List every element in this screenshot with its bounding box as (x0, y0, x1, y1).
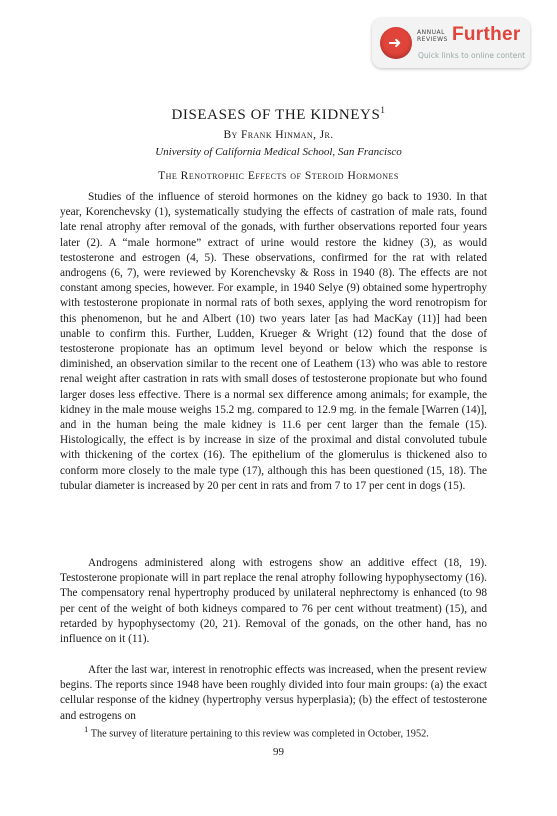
quick-links-label: Quick links to online content (418, 51, 526, 60)
body-paragraph-3: After the last war, interest in renotrophic effects was increased, when the present review begins. The reports since 1948 have been roughly divided into four main groups: (a) the exact cellular response of the kidney (hypertrophy versus hyperplasia); (b) the effect of testosterone and estrogens on (60, 664, 487, 722)
author-line: By Frank Hinman, Jr. (223, 129, 334, 141)
publisher-label: ANNUAL REVIEWS (417, 29, 448, 43)
section-heading: The Renotrophic Effects of Steroid Hormones (158, 170, 399, 182)
affiliation: University of California Medical School, San Francisco (155, 146, 402, 158)
further-links-badge[interactable] (372, 18, 530, 68)
footnote: $^1$ The survey of literature pertaining to this review was completed in October, 1952. (84, 724, 429, 740)
arrow-icon: ➜ (380, 27, 412, 59)
further-label: Further (452, 24, 521, 45)
body-paragraph-1: Studies of the influence of steroid hormones on the kidney go back to 1930. In that year, Korenchevsky (1), systematically studying the effects of castration of male rats, found late renal atrophy after removal of the gonads, with further observations reported four years later (2). A “male hormone” extract of urine would restore the kidney (3), as would testosterone and estrogen (4, 5). These observations, confirmed for the rat with related androgens (6, 7), were reviewed by Korenchevsky & Ross in 1940 (8). The effects are not constant among species, however. For example, in 1940 Selye (9) obtained some hypertrophy with testosterone propionate in normal rats of both sexes, applying the word renotropism for this phenomenon, but he and Albert (10) two years later [as had MacKay (11)] had been unable to confirm this. Further, Ludden, Krueger & Wright (12) found that the dose of testosterone propionate has an optimum level beyond or below which the response is diminished, an observation similar to the recent one of Leathem (13) who was able to restore renal weight after castration in rats with small doses of testosterone propionate but who found larger doses less effective. There is a normal sex difference among animals; for example, the kidney in the male mouse weighs 15.2 mg. compared to 12.9 mg. in the female [Warren (14)], and in the human being the male kidney is 11.6 per cent larger than the female (15). Histologically, the effect is by increase in size of the proximal and distal convoluted tubule with thickening of the cortex (16). The epithelium of the glomerulus is thickened also to conform more closely to the male type (17), although this has been questioned (15, 18). The tubular diameter is increased by 20 per cent in rats and from 7 to 17 per cent in dogs (15). (60, 191, 487, 492)
page-number: 99 (273, 746, 284, 758)
footnote-marker: 1 (84, 724, 89, 734)
body-paragraph-2: Androgens administered along with estrogens show an additive effect (18, 19). Testosterone propionate will in part replace the renal atrophy following hypophysectomy (16). The compensatory renal hypertrophy produced by unilateral nephrectomy is enhanced (to 98 per cent of the weight of both kidneys compared to 76 per cent without treatment) (15), and retarded by hypophysectomy (20, 21). Removal of the gonads, on the other hand, has no influence on it (11). (60, 557, 487, 646)
article-title: DISEASES OF THE KIDNEYS$^1$ (171, 105, 386, 123)
title-footnote-marker: 1 (380, 105, 386, 115)
